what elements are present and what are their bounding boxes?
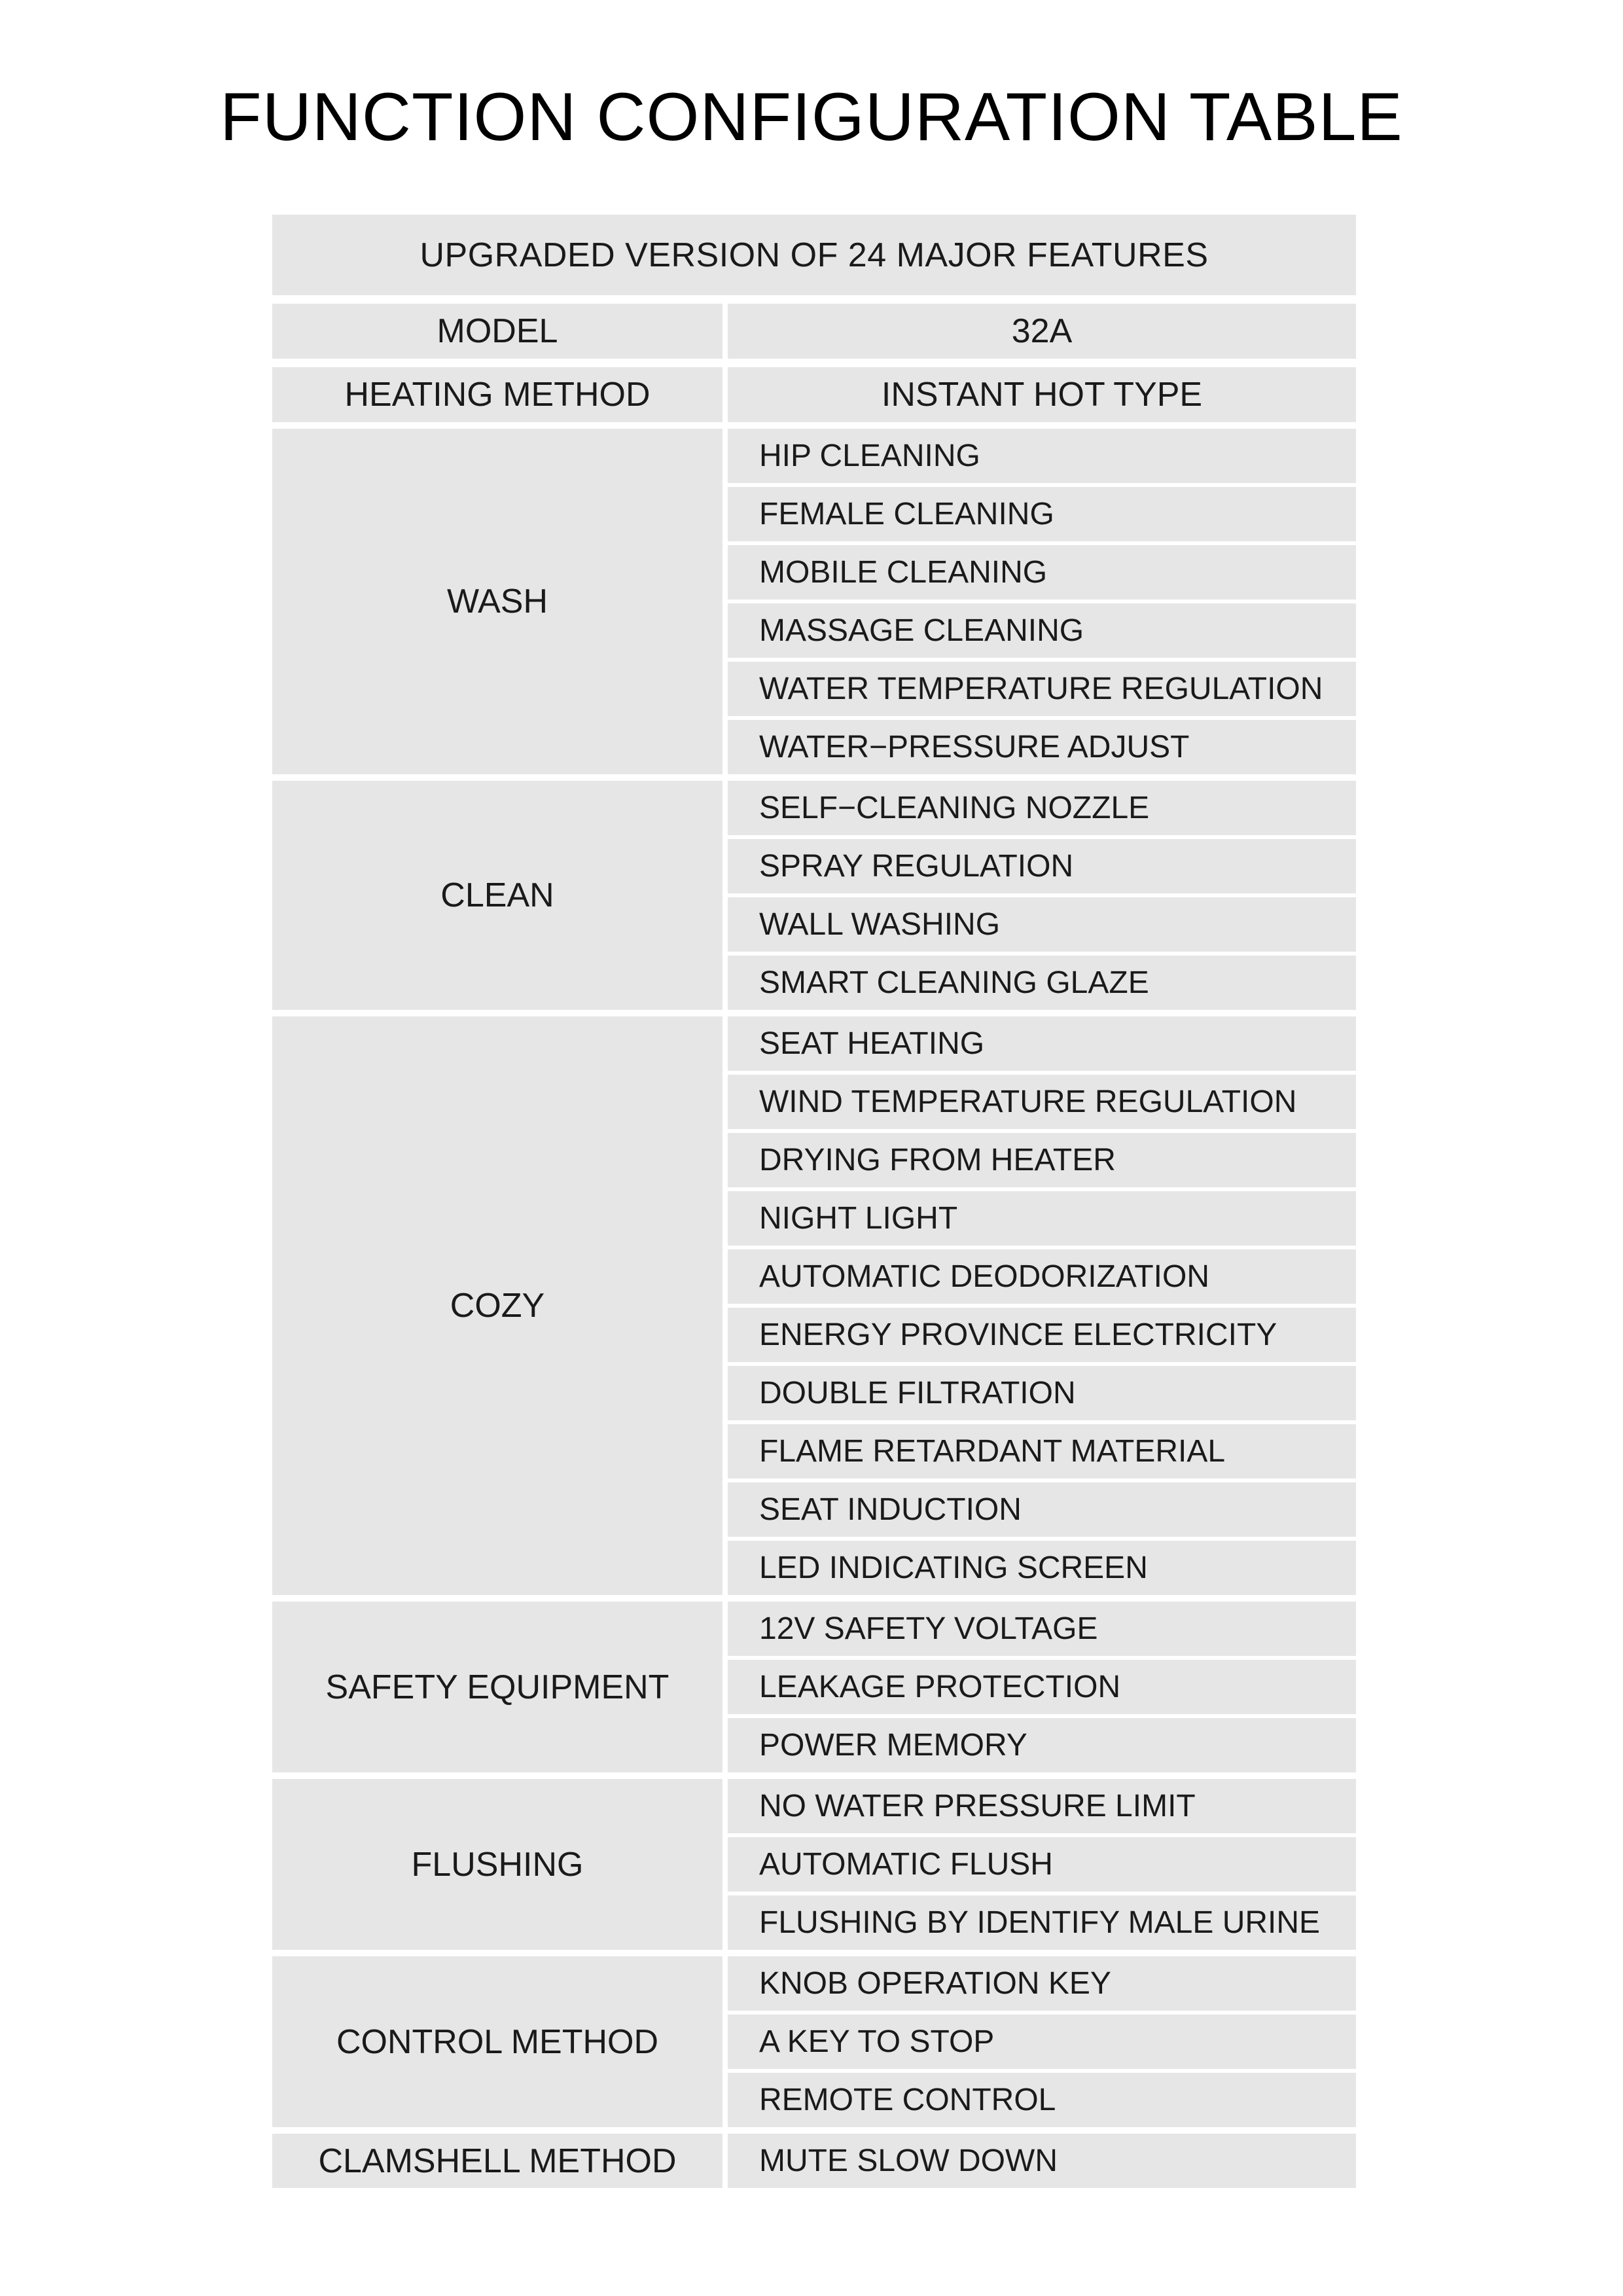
group-label: FLUSHING [272, 1779, 722, 1950]
group-items [728, 2134, 1356, 2188]
feature-item: NIGHT LIGHT [728, 1191, 1356, 1246]
feature-item: SEAT INDUCTION [728, 1482, 1356, 1537]
feature-item: MASSAGE CLEANING [728, 603, 1356, 658]
group-items [728, 1016, 1356, 1595]
feature-item: POWER MEMORY [728, 1718, 1356, 1772]
feature-item: WIND TEMPERATURE REGULATION [728, 1075, 1356, 1129]
row-label: HEATING METHOD [272, 367, 722, 422]
feature-item: MUTE SLOW DOWN [728, 2134, 1356, 2188]
feature-item: WATER−PRESSURE ADJUST [728, 720, 1356, 774]
feature-item: DRYING FROM HEATER [728, 1133, 1356, 1187]
page-title: FUNCTION CONFIGURATION TABLE [220, 79, 1403, 155]
row-value: 32A [728, 304, 1356, 359]
table-row-model [272, 304, 1356, 359]
row-label: MODEL [272, 304, 722, 359]
feature-item: A KEY TO STOP [728, 2015, 1356, 2069]
feature-group-clean [272, 781, 1356, 1010]
feature-group-wash [272, 429, 1356, 774]
group-label: COZY [272, 1016, 722, 1595]
row-value: INSTANT HOT TYPE [728, 367, 1356, 422]
group-label: CLEAN [272, 781, 722, 1010]
feature-item: SPRAY REGULATION [728, 839, 1356, 893]
feature-item: LED INDICATING SCREEN [728, 1541, 1356, 1595]
group-items [728, 781, 1356, 1010]
group-items [728, 1602, 1356, 1772]
feature-group-flushing [272, 1779, 1356, 1950]
feature-item: WATER TEMPERATURE REGULATION [728, 662, 1356, 716]
feature-item: SEAT HEATING [728, 1016, 1356, 1071]
group-items [728, 1779, 1356, 1950]
group-items [728, 1956, 1356, 2127]
feature-item: SELF−CLEANING NOZZLE [728, 781, 1356, 835]
feature-item: HIP CLEANING [728, 429, 1356, 483]
feature-item: MOBILE CLEANING [728, 545, 1356, 600]
feature-group-cozy [272, 1016, 1356, 1595]
feature-item: KNOB OPERATION KEY [728, 1956, 1356, 2011]
group-label: CLAMSHELL METHOD [272, 2134, 722, 2188]
feature-group-control-method [272, 1956, 1356, 2127]
feature-item: NO WATER PRESSURE LIMIT [728, 1779, 1356, 1833]
feature-item: FLAME RETARDANT MATERIAL [728, 1424, 1356, 1479]
feature-groups [272, 429, 1356, 2188]
group-items [728, 429, 1356, 774]
feature-item: REMOTE CONTROL [728, 2073, 1356, 2127]
function-configuration-table [272, 215, 1356, 2188]
feature-item: WALL WASHING [728, 897, 1356, 952]
feature-item: FEMALE CLEANING [728, 487, 1356, 541]
feature-item: ENERGY PROVINCE ELECTRICITY [728, 1308, 1356, 1362]
feature-item: SMART CLEANING GLAZE [728, 956, 1356, 1010]
feature-item: LEAKAGE PROTECTION [728, 1660, 1356, 1714]
feature-item: 12V SAFETY VOLTAGE [728, 1602, 1356, 1656]
feature-group-clamshell-method [272, 2134, 1356, 2188]
table-row-heating-method [272, 367, 1356, 422]
feature-item: DOUBLE FILTRATION [728, 1366, 1356, 1420]
group-label: CONTROL METHOD [272, 1956, 722, 2127]
feature-item: AUTOMATIC DEODORIZATION [728, 1249, 1356, 1304]
feature-item: FLUSHING BY IDENTIFY MALE URINE [728, 1895, 1356, 1950]
feature-group-safety-equipment [272, 1602, 1356, 1772]
group-label: SAFETY EQUIPMENT [272, 1602, 722, 1772]
table-banner: UPGRADED VERSION OF 24 MAJOR FEATURES [272, 215, 1356, 295]
feature-item: AUTOMATIC FLUSH [728, 1837, 1356, 1892]
group-label: WASH [272, 429, 722, 774]
